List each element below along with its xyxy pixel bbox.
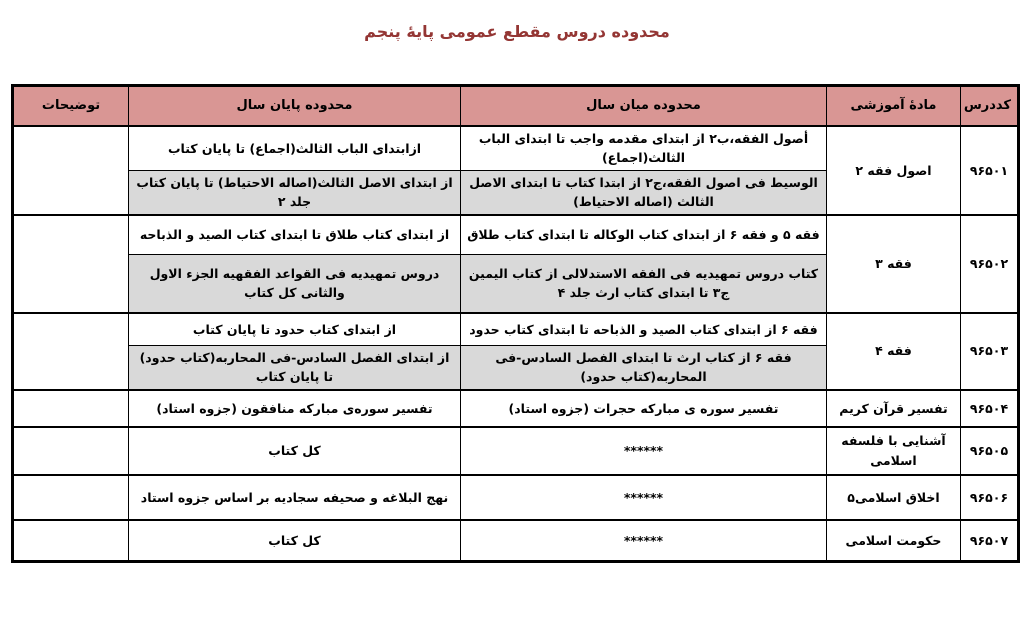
mid-year-cell: تفسیر سوره ی مبارکه حجرات (جزوه استاد) — [461, 390, 827, 427]
course-code-cell: ۹۶۵۰۲ — [961, 215, 1019, 313]
notes-cell — [13, 475, 129, 520]
subject-cell: تفسیر قرآن کریم — [827, 390, 961, 427]
course-code-cell: ۹۶۵۰۳ — [961, 313, 1019, 390]
end-year-cell: کل کتاب — [129, 520, 461, 562]
header-mid-year-scope: محدوده میان سال — [461, 86, 827, 127]
end-year-cell: کل کتاب — [129, 427, 461, 475]
subject-cell: اصول فقه ۲ — [827, 126, 961, 215]
table-header-row — [13, 86, 1019, 127]
subject-cell: آشنایی با فلسفه اسلامی — [827, 427, 961, 475]
table-row — [13, 427, 1019, 475]
table-row — [13, 475, 1019, 520]
header-notes: توضیحات — [13, 86, 129, 127]
subject-cell: حکومت اسلامی — [827, 520, 961, 562]
mid-year-cell: ****** — [461, 475, 827, 520]
subject-cell: فقه ۴ — [827, 313, 961, 390]
mid-year-cell-alt: فقه ۶ از کتاب ارث تا ابتدای الفصل السادس-فی المحاربه(کتاب حدود) — [461, 346, 827, 390]
table-row — [13, 215, 1019, 255]
course-code-cell: ۹۶۵۰۵ — [961, 427, 1019, 475]
header-course-code: کددرس — [961, 86, 1019, 127]
notes-cell — [13, 427, 129, 475]
end-year-cell: از ابتدای کتاب حدود تا پایان کتاب — [129, 313, 461, 346]
notes-cell — [13, 215, 129, 313]
end-year-cell: ازابتدای الباب الثالث(اجماع) تا پایان کتاب — [129, 126, 461, 170]
mid-year-cell: فقه ۶ از ابتدای کتاب الصید و الذباحه تا ابتدای کتاب حدود — [461, 313, 827, 346]
mid-year-cell-alt: الوسیط فی اصول الفقه،ج۲ از ابتدا کتاب تا ابتدای الاصل الثالث (اصاله الاحتیاط) — [461, 170, 827, 214]
end-year-cell: نهج البلاغه و صحیفه سجادیه بر اساس جزوه استاد — [129, 475, 461, 520]
course-scope-table — [11, 84, 1020, 563]
header-end-year-scope: محدوده پایان سال — [129, 86, 461, 127]
page-title: محدوده دروس مقطع عمومی پایهٔ پنجم — [364, 22, 670, 41]
mid-year-cell: فقه ۵ و فقه ۶ از ابتدای کتاب الوکاله تا ابتدای کتاب طلاق — [461, 215, 827, 255]
mid-year-cell: ****** — [461, 520, 827, 562]
course-code-cell: ۹۶۵۰۱ — [961, 126, 1019, 215]
mid-year-cell: ****** — [461, 427, 827, 475]
notes-cell — [13, 313, 129, 390]
subject-cell: فقه ۳ — [827, 215, 961, 313]
course-code-cell: ۹۶۵۰۴ — [961, 390, 1019, 427]
table-row — [13, 313, 1019, 346]
subject-cell: اخلاق اسلامی۵ — [827, 475, 961, 520]
course-code-cell: ۹۶۵۰۷ — [961, 520, 1019, 562]
table-row — [13, 126, 1019, 170]
end-year-cell: تفسیر سوره‌ی مبارکه منافقون (جزوه استاد) — [129, 390, 461, 427]
table-row — [13, 390, 1019, 427]
end-year-cell-alt: از ابتدای الفصل السادس-فی المحاربه(کتاب حدود) تا پایان کتاب — [129, 346, 461, 390]
header-subject: مادهٔ آموزشی — [827, 86, 961, 127]
mid-year-cell: أصول الفقه،ب۲ از ابتدای مقدمه واجب تا ابتدای الباب الثالث(اجماع) — [461, 126, 827, 170]
notes-cell — [13, 390, 129, 427]
end-year-cell-alt: از ابتدای الاصل الثالث(اصاله الاحتیاط) تا پایان کتاب جلد ۲ — [129, 170, 461, 214]
end-year-cell: از ابتدای کتاب طلاق تا ابتدای کتاب الصید و الذباحه — [129, 215, 461, 255]
table-row — [13, 520, 1019, 562]
notes-cell — [13, 126, 129, 215]
end-year-cell-alt: دروس تمهیدیه فی القواعد الفقهیه الجزء الاول والثانی کل کتاب — [129, 255, 461, 313]
course-code-cell: ۹۶۵۰۶ — [961, 475, 1019, 520]
notes-cell — [13, 520, 129, 562]
mid-year-cell-alt: کتاب دروس تمهیدیه فی الفقه الاستدلالی از کتاب الیمین ج۳ تا ابتدای کتاب ارث جلد ۴ — [461, 255, 827, 313]
